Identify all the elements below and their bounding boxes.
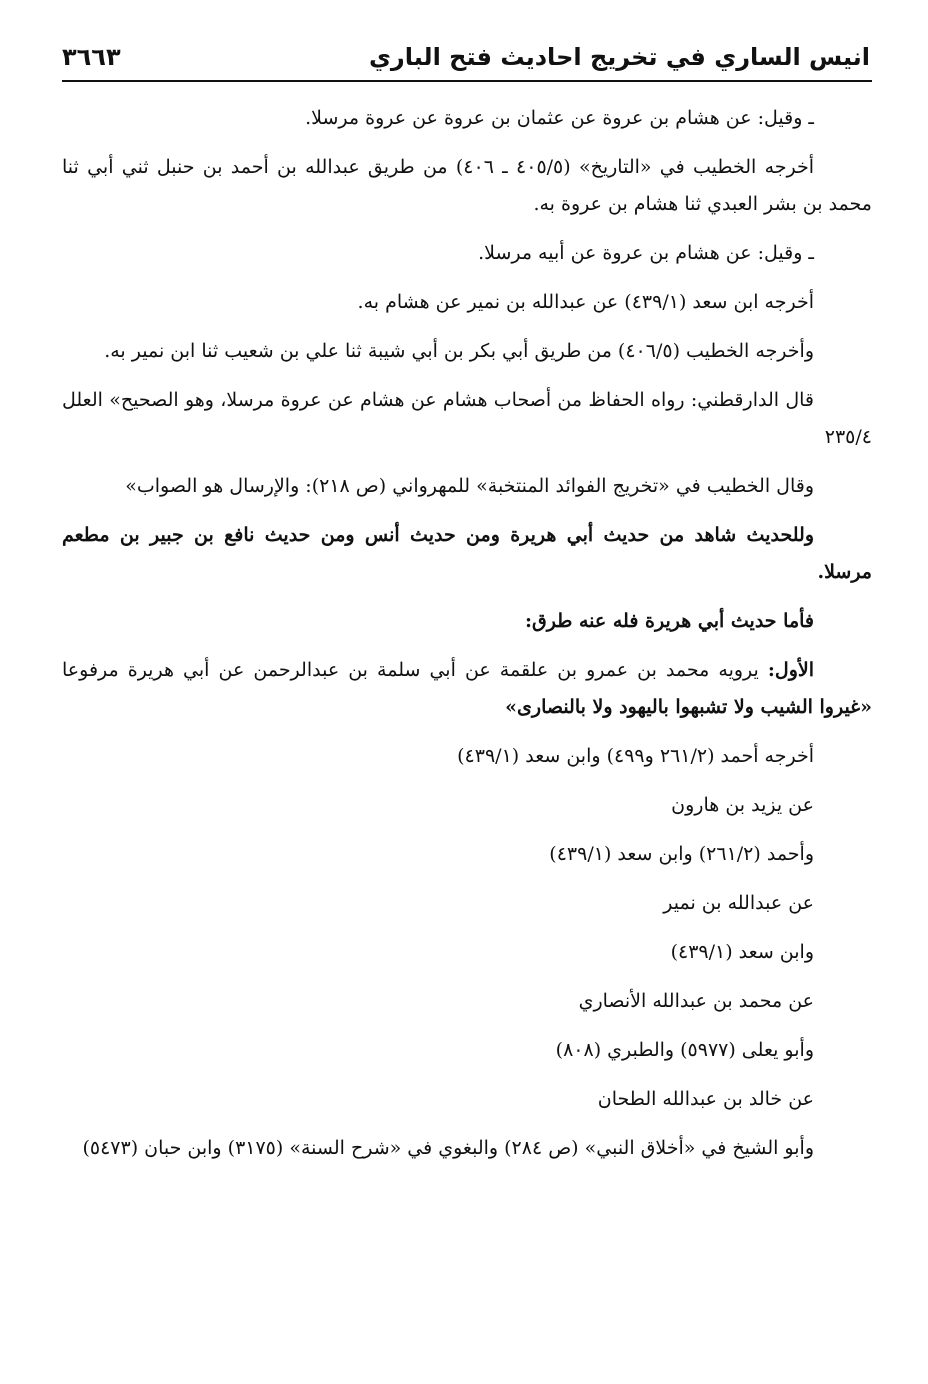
paragraph: وقال الخطيب في «تخريج الفوائد المنتخبة» للمهرواني (ص ٢١٨): والإرسال هو الصواب» bbox=[125, 475, 814, 497]
takhrij-line: عن عبدالله بن نمير bbox=[663, 892, 814, 914]
header-rule bbox=[62, 80, 872, 82]
main-text bbox=[62, 100, 872, 1179]
page-header bbox=[62, 38, 870, 80]
takhrij-line: وابن سعد (٤٣٩/١) bbox=[670, 941, 814, 963]
witness-paragraph: وللحديث شاهد من حديث أبي هريرة ومن حديث أنس ومن حديث نافع بن جبير بن مطعم مرسلا. bbox=[62, 524, 872, 583]
takhrij-line: وأبو يعلى (٥٩٧٧) والطبري (٨٠٨) bbox=[555, 1039, 814, 1061]
paragraph: ـ وقيل: عن هشام بن عروة عن عثمان بن عروة عن عروة مرسلا. bbox=[305, 107, 814, 129]
hadith-quote: «غيروا الشيب ولا تشبهوا باليهود ولا بالنصارى» bbox=[505, 696, 872, 718]
paragraph: ـ وقيل: عن هشام بن عروة عن أبيه مرسلا. bbox=[478, 242, 814, 264]
takhrij-line: عن يزيد بن هارون bbox=[671, 794, 814, 816]
paragraph: أخرجه الخطيب في «التاريخ» (٤٠٥/٥ ـ ٤٠٦) من طريق عبدالله بن أحمد بن حنبل ثني أبي ثنا محمد بن بشر العبدي ثنا هشام بن عروة به. bbox=[62, 156, 872, 215]
takhrij-line: عن خالد بن عبدالله الطحان bbox=[597, 1088, 814, 1110]
section-heading: فأما حديث أبي هريرة فله عنه طرق: bbox=[525, 610, 814, 632]
takhrij-line: وأحمد (٢٦١/٢) وابن سعد (٤٣٩/١) bbox=[549, 843, 814, 865]
paragraph: أخرجه ابن سعد (٤٣٩/١) عن عبدالله بن نمير عن هشام به. bbox=[357, 291, 814, 313]
takhrij-line: أخرجه أحمد (٢٦١/٢ و٤٩٩) وابن سعد (٤٣٩/١) bbox=[457, 745, 814, 767]
first-path-text: يرويه محمد بن عمرو بن علقمة عن أبي سلمة بن عبدالرحمن عن أبي هريرة مرفوعا bbox=[62, 659, 768, 681]
takhrij-line: وأبو الشيخ في «أخلاق النبي» (ص ٢٨٤) والبغوي في «شرح السنة» (٣١٧٥) وابن حبان (٥٤٧٣) bbox=[82, 1137, 814, 1159]
first-path-lead: الأول: bbox=[767, 659, 814, 681]
paragraph: وأخرجه الخطيب (٤٠٦/٥) من طريق أبي بكر بن أبي شيبة ثنا علي بن شعيب ثنا ابن نمير به. bbox=[104, 340, 814, 362]
paragraph: قال الدارقطني: رواه الحفاظ من أصحاب هشام عن هشام عن عروة مرسلا، وهو الصحيح» العلل ٢٣٥/٤ bbox=[62, 389, 872, 448]
page-number: ٣٦٦٣ bbox=[62, 43, 121, 71]
takhrij-line: عن محمد بن عبدالله الأنصاري bbox=[578, 990, 814, 1012]
running-title: انيس الساري في تخريج احاديث فتح الباري bbox=[368, 43, 870, 71]
first-path-paragraph bbox=[62, 652, 872, 726]
